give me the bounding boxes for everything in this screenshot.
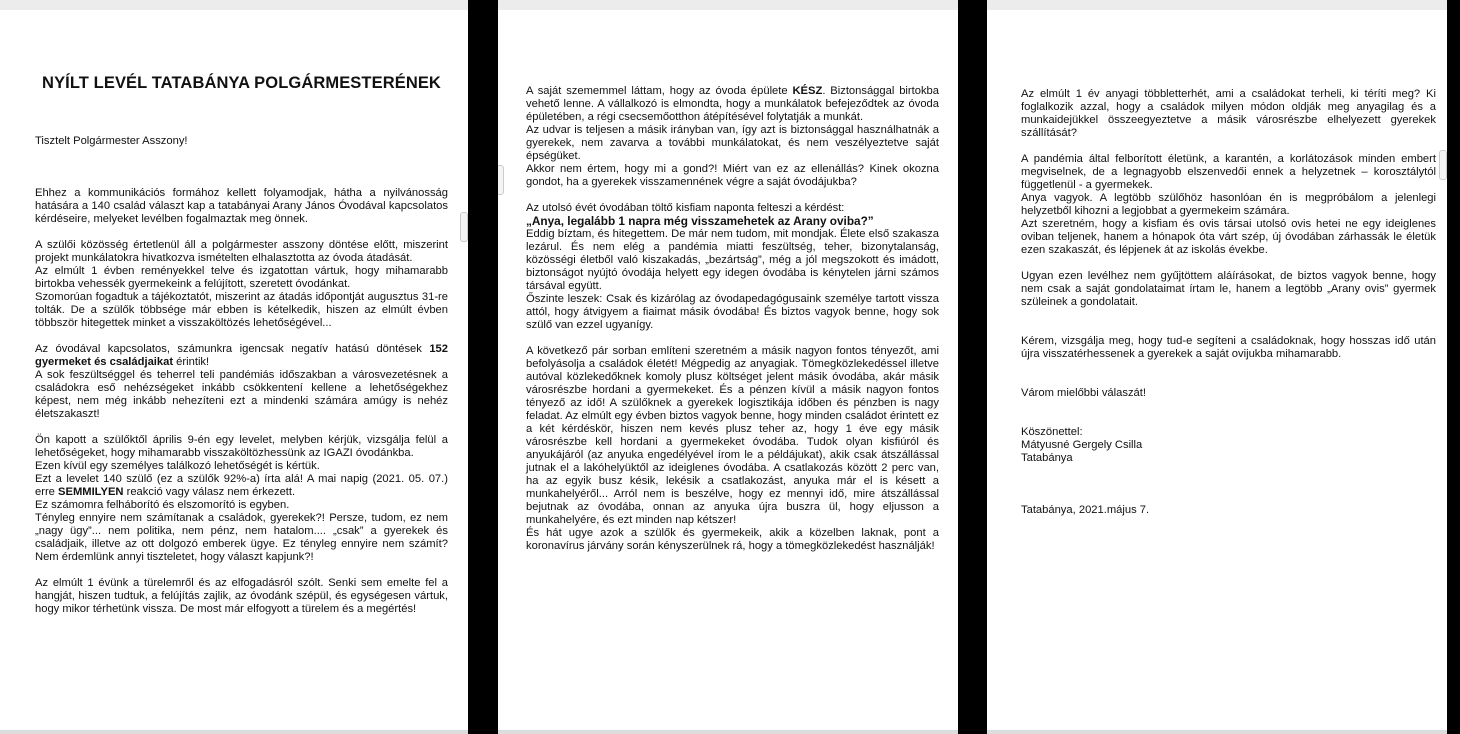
- signature-city: Tatabánya: [1021, 452, 1073, 464]
- scroll-handle[interactable]: [498, 165, 504, 195]
- salutation: Tisztelt Polgármester Asszony!: [35, 135, 188, 147]
- page-3-body: [1021, 88, 1436, 517]
- paragraph: Anya vagyok. A legtöbb szülőhöz hasonlóan én is megpróbálom a jelenlegi helyzetből kihozni a legjobbat a gyermekeim számára.: [1021, 192, 1436, 217]
- paragraph: Ez számomra felháborító és elszomorító is egyben.: [35, 499, 290, 511]
- text-span: reakció vagy válasz nem érkezett.: [123, 486, 296, 498]
- text-span: érintik!: [173, 356, 210, 368]
- page-bottom-edge: [987, 730, 1447, 734]
- paragraph: Eddig bíztam, és hitegettem. De már nem tudom, mit mondjak. Élete első szakasza lezárul. És nem elég a pandémia miatti feszültség, teher, bizonytalanság, közösségi életből való kiszakadás, „bezártság”, még a jól megszokott és imádott, biztonságot nyújtó óvodája helyett egy idegen óvodába is kénytelen járni számos társával együtt.: [526, 228, 939, 292]
- paragraph: Őszinte leszek: Csak és kizárólag az óvodapedagógusaink személye tartott vissza attól, hogy átvigyem a fiaimat másik óvodába! És biztos vagyok benne, hogy sok szülő van ezzel ugyanígy.: [526, 293, 939, 331]
- paragraph: Az elmúlt 1 évben reményekkel telve és izgatottan vártuk, hogy mihamarabb birtokba vehessék gyermekeink a felújított, szeretett óvodánkat.: [35, 265, 448, 290]
- paragraph: Az elmúlt 1 év anyagi többletterhét, ami a családokat terheli, ki téríti meg? Ki foglalkozik azzal, hogy a családok milyen módon oldják meg anyagilag és a munkaidejükkel összeegyeztetve a másik városrészbe elhelyezett gyerekek szállítását?: [1021, 88, 1436, 139]
- paragraph: A pandémia által felborított életünk, a karantén, a korlátozások minden embert megviselnek, de a legnagyobb elszenvedői ennek a helyzetnek – korosztálytól függetlenül - a gyermekek.: [1021, 153, 1436, 191]
- text-span: . Biztonsággal birtokba vehető lenne. A vállalkozó is elmondta, hogy a munkálatok befejeződtek az óvoda épületében, a régi csecsemőotthon átépítésével folytatják a munkát.: [526, 85, 939, 123]
- paragraph: A sok feszültséggel és teherrel teli pandémiás időszakban a városvezetésnek a családokra eső nehézségeket inkább csökkentení kellene a lehetőségekhez képest, nem még inkább nehezíteni ezt a mindenki számára amúgy is nehéz életszakaszt!: [35, 369, 448, 420]
- bold-text: 152 gyermeket és családjaikat: [35, 343, 448, 368]
- page-2-body: [526, 85, 939, 553]
- paragraph: És hát ugye azok a szülők és gyermekeik, akik a közelben laknak, pont a koronavírus járvány során kényszerülnek rá, hogy a tömegközlekedést használják!: [526, 527, 939, 552]
- paragraph: Azt szeretném, hogy a kisfiam és ovis társai utolsó ovis hetei ne egy ideiglenes oviban teljenek, hanem a hónapok óta várt szép, új óvodában zárhassák le életük ezen szakaszát, és lépjenek át az iskolás évekbe.: [1021, 218, 1436, 256]
- page-bottom-edge: [0, 730, 468, 734]
- paragraph: Tényleg ennyire nem számítanak a családok, gyerekek?! Persze, tudom, ez nem „nagy ügy”... nem politika, nem pénz, nem hatalom.... „csak” a gyerekek és családjaik, illetve az ott dolgozó emberek ügye. Ez tényleg ennyire nem számít? Nem érdemlünk annyi tiszteletet, hogy választ kapjunk?!: [35, 512, 448, 563]
- text-span: A saját szememmel láttam, hogy az óvoda épülete: [526, 85, 793, 97]
- letter-date: Tatabánya, 2021.május 7.: [1021, 504, 1150, 516]
- bold-text: SEMMILYEN: [58, 486, 124, 498]
- paragraph: Kérem, vizsgálja meg, hogy tud-e segíteni a családoknak, hogy hosszas idő után újra visszatérhessenek a gyerekek a saját ovijukba mihamarabb.: [1021, 335, 1436, 360]
- paragraph: Ugyan ezen levélhez nem gyűjtöttem aláírásokat, de biztos vagyok benne, hogy nem csak a saját gondolataimat írtam le, hanem a legtöbb „Arany ovis” gyermek szüleinek a gondolatait.: [1021, 270, 1436, 308]
- text-span: Ezt a levelet 140 szülő (ez a szülők 92%-a) írta alá! A mai napig (2021. 05. 07.) erre: [35, 473, 448, 498]
- paragraph: Szomorúan fogadtuk a tájékoztatót, miszerint az átadás időpontját augusztus 31-re tolták. De a szülők többsége már ebben is kételkedik, hiszen az elmúlt évben többször hitegettek minket a visszaköltözés lehetőségével...: [35, 291, 448, 329]
- scroll-handle[interactable]: [460, 212, 468, 242]
- letter-page-3: [987, 0, 1447, 734]
- paragraph: A következő pár sorban említeni szeretném a másik nagyon fontos tényezőt, ami befolyásolja a családok életét! Mégpedig az anyagiak. Tömegközlekedéssel illetve autóval közlekedőknek komoly plusz költséget jelent másik óvodába, akár másik városrészbe hordani a gyermekeket. És a pénzen kívül a másik nagyon fontos tényező az idő! A szülőknek a gyerekek logisztikája időben és pénzben is nagy feladat. Az elmúlt egy évben biztos vagyok benne, hogy minden családot érintett ez a két kérdéskör, hiszen nem kevés plusz teher az, hogy 1 éve egy másik városrészbe kell hordani a gyermekeket óvodába. Tudok olyan kisfiúról és anyukájáról (az anyuka engedélyével írom le a példájukat), akik csak átszállással jutnak el a lakóhelyüktől az ideiglenes óvodába. A csatlakozás között 2 perc van, ha az egyik busz késik, lekésik a csatlakozást, anyuka már el is késett a munkahelyéről... Arról nem is beszélve, hogy ez mennyi idő, mire átszállással bejutnak az óvodába, onnan az anyuka újra buszra ül, hogy eljusson a munkahelyére, és ezt minden nap kétszer!: [526, 345, 939, 526]
- page-1-body: [35, 135, 448, 616]
- paragraph: [526, 85, 939, 124]
- signature-name: Mátyusné Gergely Csilla: [1021, 439, 1143, 451]
- letter-page-2: [498, 0, 958, 734]
- letter-title: NYÍLT LEVÉL TATABÁNYA POLGÁRMESTERÉNEK: [42, 74, 441, 92]
- paragraph: Akkor nem értem, hogy mi a gond?! Miért van ez az ellenállás? Kinek okozna gondot, ha a gyerekek visszamennének végre a saját óvodájukba?: [526, 163, 939, 188]
- paragraph: Az udvar is teljesen a másik irányban van, így azt is biztonsággal használhatnák a gyerekek, nem zavarva a további munkálatokat, és nem veszélyeztetve saját épségüket.: [526, 124, 939, 162]
- paragraph: Várom mielőbbi válaszát!: [1021, 387, 1146, 399]
- scroll-handle[interactable]: [1439, 150, 1447, 180]
- closing: Köszönettel:: [1021, 426, 1083, 438]
- text-span: Az óvodával kapcsolatos, számunkra igencsak negatív hatású döntések: [35, 343, 430, 355]
- paragraph: Ehhez a kommunikációs formához kellett folyamodjak, hátha a nyilvánosság hatására a 140 család választ kap a tatabányai Arany János Óvodával kapcsolatos kérdéseire, melyeket levélben fogalmaztak meg önnek.: [35, 187, 448, 225]
- paragraph: A szülői közösség értetlenül áll a polgármester asszony döntése előtt, miszerint projekt munkálatokra hivatkozva ismételten elhalasztotta az óvoda átadását.: [35, 239, 448, 264]
- paragraph: Az elmúlt 1 évünk a türelemről és az elfogadásról szólt. Senki sem emelte fel a hangját, hiszen tudtuk, a felújítás zajlik, az óvodánk szépül, és egységesen vártuk, hogy mikor térhetünk vissza. De most már elfogyott a türelem és a megértés!: [35, 577, 448, 615]
- child-quote: „Anya, legalább 1 napra még visszamehetek az Arany oviba?”: [526, 214, 874, 228]
- bold-text: KÉSZ: [792, 85, 823, 97]
- paragraph: Ön kapott a szülőktől április 9-én egy levelet, melyben kérjük, vizsgálja felül a lehetőségeket, hogy mihamarabb visszaköltözhessünk az IGAZI óvodánkba.: [35, 434, 448, 459]
- page-bottom-edge: [498, 730, 958, 734]
- letter-page-1: [0, 0, 468, 734]
- paragraph: Ezen kívül egy személyes találkozó lehetőségét is kértük.: [35, 460, 320, 472]
- paragraph: [35, 473, 448, 499]
- paragraph: Az utolsó évét óvodában töltő kisfiam naponta felteszi a kérdést:: [526, 202, 845, 214]
- paragraph: [35, 343, 448, 369]
